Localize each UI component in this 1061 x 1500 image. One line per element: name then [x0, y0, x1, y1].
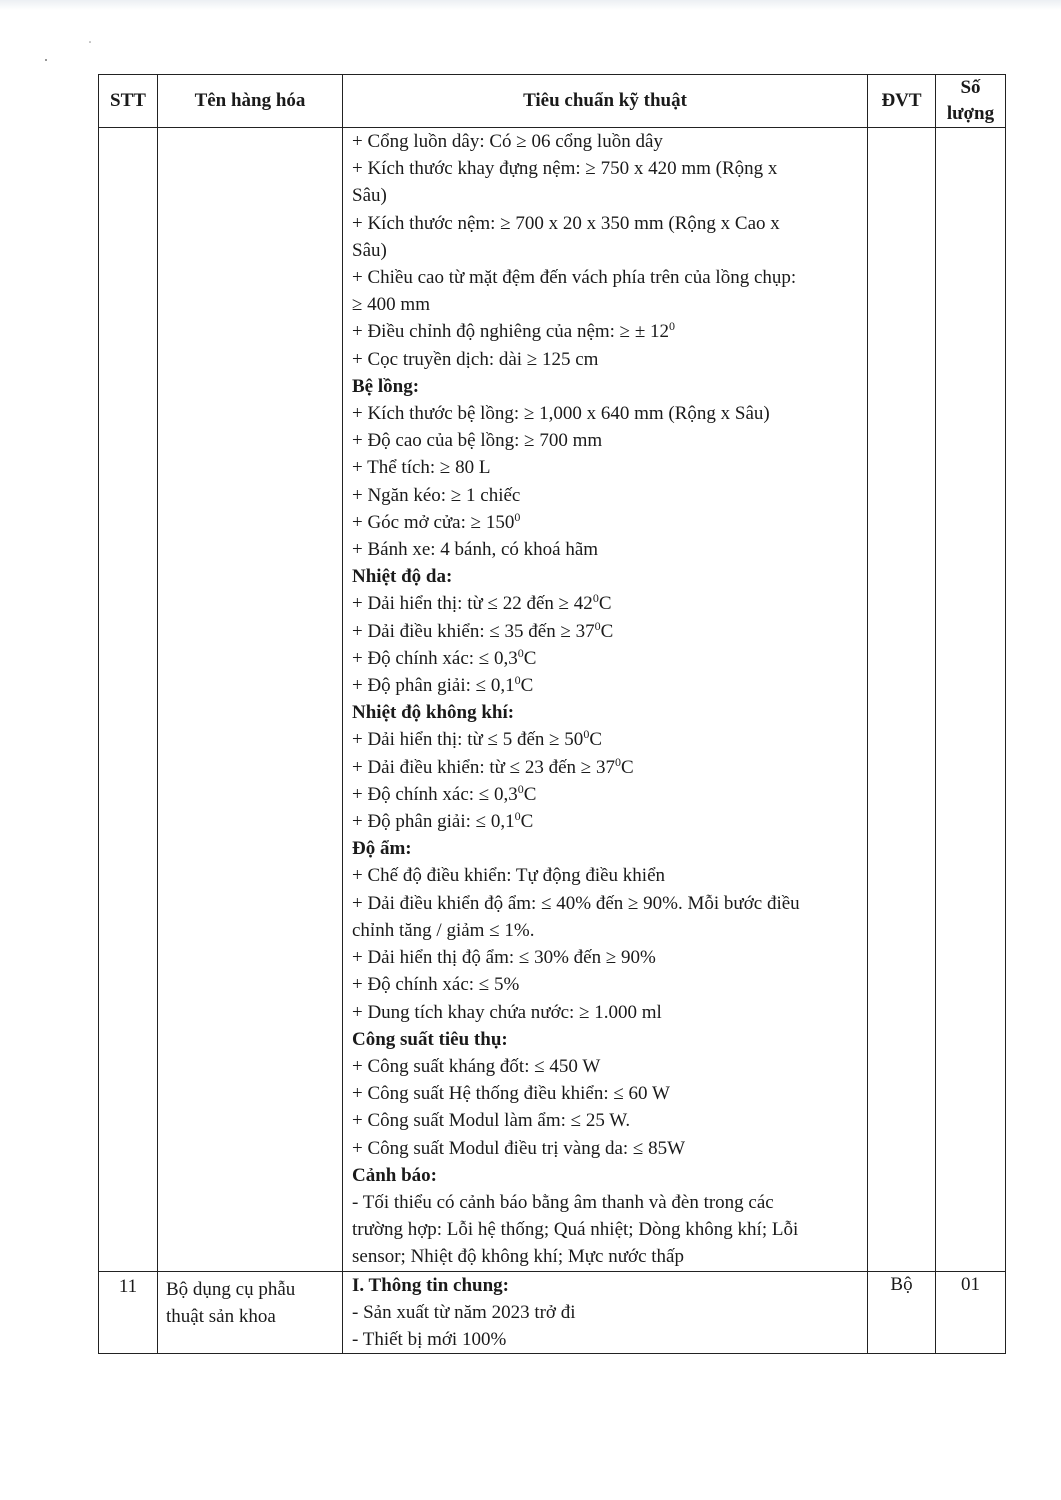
spec-heading: [352, 373, 861, 400]
spec-text: sensor; Nhiệt độ không khí; Mực nước thấp: [352, 1246, 684, 1268]
cell-qty-empty: [936, 128, 1006, 1272]
spec-line: [352, 1243, 861, 1270]
spec-line: [352, 590, 861, 617]
item-name-line1: Bộ dụng cụ phẫu: [166, 1278, 296, 1300]
spec-text: + Độ phân giải: ≤ 0,1: [352, 811, 515, 833]
superscript: 0: [614, 754, 621, 769]
spec-text: + Dải hiển thị: từ ≤ 5 đến ≥ 50: [352, 729, 584, 751]
header-stt: STT: [99, 75, 158, 128]
cell-stt: 11: [99, 1271, 158, 1354]
spec-heading: [352, 1026, 861, 1053]
speck: [45, 59, 47, 61]
header-name: Tên hàng hóa: [158, 75, 343, 128]
superscript: 0: [514, 673, 521, 688]
spec-line: [352, 1216, 861, 1243]
cell-unit-empty: [868, 128, 936, 1272]
spec-text: Sâu): [352, 185, 387, 207]
unit-suffix: C: [589, 729, 602, 751]
spec-text: chỉnh tăng / giảm ≤ 1%.: [352, 919, 535, 941]
spec-line: [352, 726, 861, 753]
spec-text: + Thể tích: ≥ 80 L: [352, 457, 491, 479]
spec-text: - Tối thiểu có cảnh báo bằng âm thanh và đèn trong các: [352, 1191, 774, 1213]
cell-spec: [343, 128, 868, 1272]
spec-heading: [352, 1272, 861, 1299]
item-name-line2: thuật sản khoa: [166, 1305, 276, 1327]
cell-spec-11: [343, 1271, 868, 1354]
spec-text: + Độ chính xác: ≤ 5%: [352, 974, 520, 996]
spec-line: [352, 237, 861, 264]
spec-text: + Bánh xe: 4 bánh, có khoá hãm: [352, 539, 599, 561]
spec-line: [352, 917, 861, 944]
table-row-11: [99, 1271, 1006, 1354]
spec-text: + Dải điều khiển độ ẩm: ≤ 40% đến ≥ 90%. Mỗi bước điều: [352, 892, 800, 914]
superscript: 0: [594, 618, 601, 633]
spec-line: [352, 862, 861, 889]
spec-text: + Điều chỉnh độ nghiêng của nệm: ≥ ± 12: [352, 321, 670, 343]
spec-line: [352, 264, 861, 291]
spec-line: [352, 400, 861, 427]
spec-line: [352, 210, 861, 237]
header-qty: [936, 75, 1006, 128]
cell-unit: Bộ: [868, 1271, 936, 1354]
cell-qty: 01: [936, 1271, 1006, 1354]
superscript: 0: [669, 319, 676, 334]
spec-line: [352, 971, 861, 998]
spec-text: Nhiệt độ da:: [352, 566, 453, 588]
spec-line: [352, 182, 861, 209]
spec-text: - Thiết bị mới 100%: [352, 1328, 507, 1350]
spec-text: Sâu): [352, 239, 387, 261]
unit-suffix: C: [520, 675, 534, 697]
spec-line: [352, 454, 861, 481]
spec-line: [352, 1053, 861, 1080]
cell-name: [158, 1271, 343, 1354]
spec-line: [352, 1326, 861, 1353]
spec-lines: [352, 128, 861, 1271]
unit-suffix: C: [620, 756, 634, 778]
spec-line: [352, 1299, 861, 1326]
spec-line: [352, 318, 861, 345]
unit-suffix: C: [523, 647, 537, 669]
header-unit: ĐVT: [868, 75, 936, 128]
superscript: 0: [517, 645, 524, 660]
spec-line: [352, 944, 861, 971]
spec-line: [352, 536, 861, 563]
spec-heading: [352, 699, 861, 726]
spec-line: [352, 754, 861, 781]
spec-line: [352, 128, 861, 155]
cell-stt-empty: [99, 128, 158, 1272]
spec-text: trường hợp: Lỗi hệ thống; Quá nhiệt; Dòng không khí; Lỗi: [352, 1219, 799, 1241]
spec-line: [352, 482, 861, 509]
spec-text: + Dải điều khiển: từ ≤ 23 đến ≥ 37: [352, 756, 615, 778]
spec-line: [352, 1080, 861, 1107]
unit-suffix: C: [523, 783, 537, 805]
spec-line: [352, 890, 861, 917]
header-qty-line1: Số: [960, 77, 981, 98]
spec-text: - Sản xuất từ năm 2023 trở đi: [352, 1301, 576, 1323]
table-row-continued: [99, 128, 1006, 1272]
spec-text: + Độ chính xác: ≤ 0,3: [352, 783, 518, 805]
spec-line: [352, 291, 861, 318]
spec-heading: [352, 1162, 861, 1189]
spec-line: [352, 781, 861, 808]
spec-text: + Chiều cao từ mặt đệm đến vách phía trên của lồng chụp:: [352, 267, 797, 289]
spec-text: Nhiệt độ không khí:: [352, 702, 515, 724]
spec-text: + Cổng luồn dây: Có ≥ 06 cổng luồn dây: [352, 131, 663, 152]
spec-text: + Kích thước nệm: ≥ 700 x 20 x 350 mm (Rộng x Cao x: [352, 212, 780, 234]
spec-text: + Chế độ điều khiển: Tự động điều khiển: [352, 865, 666, 887]
spec-text: + Dải hiển thị: từ ≤ 22 đến ≥ 42: [352, 593, 593, 615]
spec-text: Cảnh báo:: [352, 1164, 437, 1186]
spec-line: [352, 672, 861, 699]
spec-line: [352, 618, 861, 645]
spec-line: [352, 1135, 861, 1162]
spec-text: + Độ phân giải: ≤ 0,1: [352, 675, 515, 697]
spec-text: I. Thông tin chung:: [352, 1274, 509, 1296]
spec-text: + Công suất Modul làm ẩm: ≤ 25 W.: [352, 1110, 631, 1132]
spec-text: + Dải điều khiển: ≤ 35 đến ≥ 37: [352, 620, 595, 642]
header-qty-line2: lượng: [946, 103, 995, 124]
spec-table: [98, 74, 1006, 1354]
spec-text: + Dung tích khay chứa nước: ≥ 1.000 ml: [352, 1001, 662, 1023]
spec-line: [352, 346, 861, 373]
spec-text: + Kích thước bệ lồng: ≥ 1,000 x 640 mm (Rộng x Sâu): [352, 403, 770, 425]
scan-edge: [0, 0, 1061, 10]
spec-line: [352, 1189, 861, 1216]
superscript: 0: [514, 509, 521, 524]
spec-line: [352, 645, 861, 672]
spec-heading: [352, 563, 861, 590]
superscript: 0: [592, 591, 599, 606]
unit-suffix: C: [598, 593, 612, 615]
spec-text: Công suất tiêu thụ:: [352, 1028, 508, 1050]
spec-text: + Góc mở cửa: ≥ 150: [352, 511, 515, 533]
spec-text: + Ngăn kéo: ≥ 1 chiếc: [352, 484, 521, 506]
spec-text: ≥ 400 mm: [352, 294, 430, 316]
cell-name-empty: [158, 128, 343, 1272]
spec-text: + Độ cao của bệ lồng: ≥ 700 mm: [352, 430, 603, 452]
spec-text: + Dải hiển thị độ ẩm: ≤ 30% đến ≥ 90%: [352, 947, 656, 969]
spec-text: + Cọc truyền dịch: dài ≥ 125 cm: [352, 348, 599, 370]
unit-suffix: C: [520, 811, 534, 833]
superscript: 0: [514, 809, 521, 824]
unit-suffix: C: [600, 620, 614, 642]
spec-text: + Công suất kháng đốt: ≤ 450 W: [352, 1055, 601, 1077]
speck: [89, 41, 91, 43]
superscript: 0: [583, 727, 590, 742]
spec-text: + Công suất Hệ thống điều khiển: ≤ 60 W: [352, 1083, 670, 1105]
spec-line: [352, 509, 861, 536]
scan-specks: [40, 38, 100, 68]
spec-heading: [352, 835, 861, 862]
spec-line: [352, 155, 861, 182]
spec-lines-11: [352, 1272, 861, 1354]
spec-text: + Kích thước khay đựng nệm: ≥ 750 x 420 mm (Rộng x: [352, 158, 778, 180]
spec-text: Độ ẩm:: [352, 838, 412, 860]
spec-text: + Độ chính xác: ≤ 0,3: [352, 647, 518, 669]
spec-text: + Công suất Modul điều trị vàng da: ≤ 85W: [352, 1137, 686, 1159]
spec-line: [352, 1107, 861, 1134]
spec-line: [352, 427, 861, 454]
spec-line: [352, 808, 861, 835]
spec-line: [352, 999, 861, 1026]
header-row: [99, 75, 1006, 128]
spec-text: Bệ lồng:: [352, 375, 420, 397]
header-spec: Tiêu chuẩn kỹ thuật: [343, 75, 868, 128]
superscript: 0: [517, 781, 524, 796]
